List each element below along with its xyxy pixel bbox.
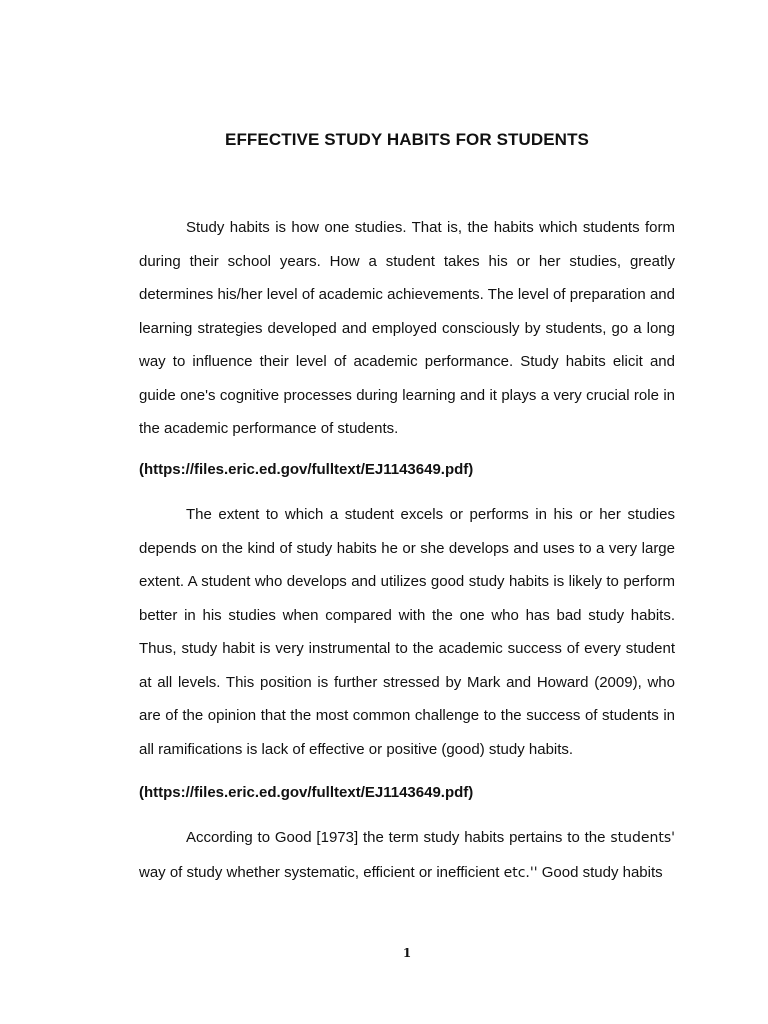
paragraph-2	[139, 498, 675, 766]
paragraph-1	[139, 211, 675, 446]
paragraph-3-text-b: students'	[610, 830, 675, 846]
reference-link-1: (https://files.eric.ed.gov/fulltext/EJ1143649.pdf)	[139, 461, 474, 478]
paragraph-1-text: Study habits is how one studies. That is, the habits which students form during their school years. How a student takes his or her studies, greatly determines his/her level of academic achievements. The level of preparation and learning strategies developed and employed consciously by students, go a long way to influence their level of academic performance. Study habits elicit and guide one's cognitive processes during learning and it plays a very crucial role in the academic performance of students.	[139, 219, 675, 437]
page-number: 1	[402, 946, 412, 960]
paragraph-3	[139, 821, 675, 890]
paragraph-3-text-a: According to Good [1973] the term study habits pertains to the	[186, 829, 611, 846]
paragraph-3-text-d: etc.''	[503, 864, 538, 881]
document-title: EFFECTIVE STUDY HABITS FOR STUDENTS	[225, 130, 589, 149]
paragraph-2-text: The extent to which a student excels or performs in his or her studies depends on the kind of study habits he or she develops and uses to a very large extent. A student who develops and utilizes good study habits is likely to perform better in his studies when compared with the one who has bad study habits. Thus, study habit is very instrumental to the academic success of every student at all levels. This position is further stressed by Mark and Howard (2009), who are of the opinion that the most common challenge to the success of students in all ramifications is lack of effective or positive (good) study habits.	[139, 506, 675, 758]
paragraph-3-text-e: Good study habits	[537, 863, 663, 881]
paragraph-3-text-c: way of study whether systematic, efficient or inefficient	[139, 863, 504, 881]
reference-link-2: (https://files.eric.ed.gov/fulltext/EJ1143649.pdf)	[139, 784, 474, 801]
